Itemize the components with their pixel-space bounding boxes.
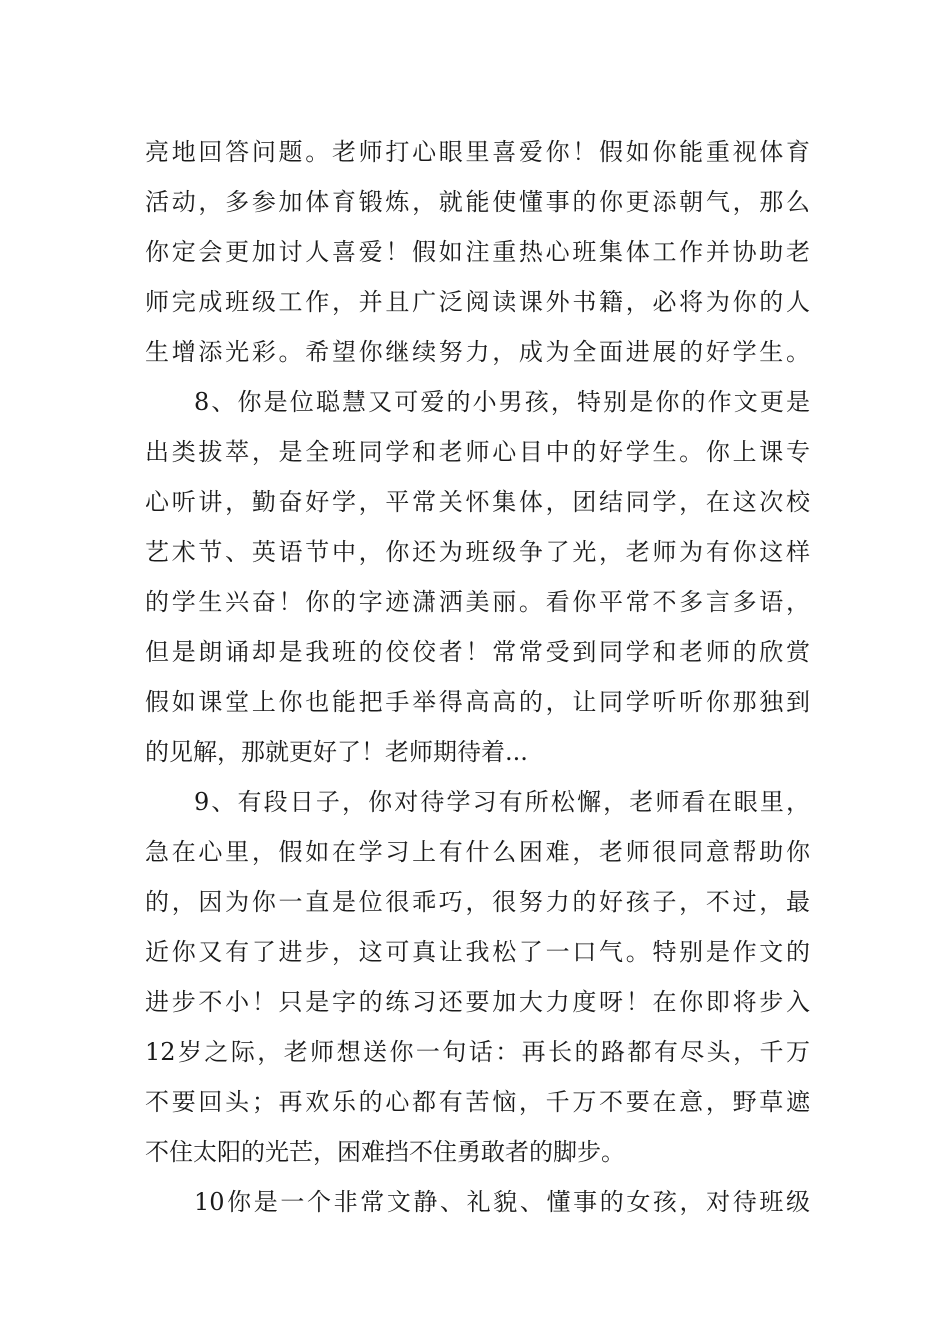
text-line: 急在心里，假如在学习上有什么困难，老师很同意帮助你 bbox=[145, 838, 810, 866]
text-line: 12岁之际，老师想送你一句话：再长的路都有尽头，千万 bbox=[145, 1038, 810, 1066]
text-line: 的见解，那就更好了！老师期待着... bbox=[145, 738, 528, 766]
text-line: 心听讲，勤奋好学，平常关怀集体，团结同学，在这次校 bbox=[145, 488, 810, 516]
text-line: 生增添光彩。希望你继续努力，成为全面进展的好学生。 bbox=[145, 338, 810, 366]
text-line: 的学生兴奋！你的字迹潇洒美丽。看你平常不多言多语， bbox=[145, 588, 810, 616]
text-line: 出类拔萃，是全班同学和老师心目中的好学生。你上课专 bbox=[145, 438, 810, 466]
text-line: 不住太阳的光芒，困难挡不住勇敢者的脚步。 bbox=[145, 1138, 625, 1166]
text-line: 的，因为你一直是位很乖巧，很努力的好孩子，不过，最 bbox=[145, 888, 810, 916]
text-line: 假如课堂上你也能把手举得高高的，让同学听听你那独到 bbox=[145, 688, 810, 716]
text-line: 不要回头；再欢乐的心都有苦恼，千万不要在意，野草遮 bbox=[145, 1088, 810, 1116]
paragraph-8-start: 8、你是位聪慧又可爱的小男孩，特别是你的作文更是 bbox=[194, 388, 810, 416]
paragraph-9-start: 9、有段日子，你对待学习有所松懈，老师看在眼里， bbox=[194, 788, 810, 816]
text-line: 艺术节、英语节中，你还为班级争了光，老师为有你这样 bbox=[145, 538, 810, 566]
text-line: 近你又有了进步，这可真让我松了一口气。特别是作文的 bbox=[145, 938, 810, 966]
text-line: 活动，多参加体育锻炼，就能使懂事的你更添朝气，那么 bbox=[145, 188, 810, 216]
text-line: 你定会更加讨人喜爱！假如注重热心班集体工作并协助老 bbox=[145, 238, 810, 266]
paragraph-10-start: 10你是一个非常文静、礼貌、懂事的女孩，对待班级 bbox=[194, 1188, 810, 1216]
text-line: 师完成班级工作，并且广泛阅读课外书籍，必将为你的人 bbox=[145, 288, 810, 316]
text-line: 进步不小！只是字的练习还要加大力度呀！在你即将步入 bbox=[145, 988, 810, 1016]
text-line: 亮地回答问题。老师打心眼里喜爱你！假如你能重视体育 bbox=[145, 138, 810, 166]
text-line: 但是朗诵却是我班的佼佼者！常常受到同学和老师的欣赏 bbox=[145, 638, 810, 666]
